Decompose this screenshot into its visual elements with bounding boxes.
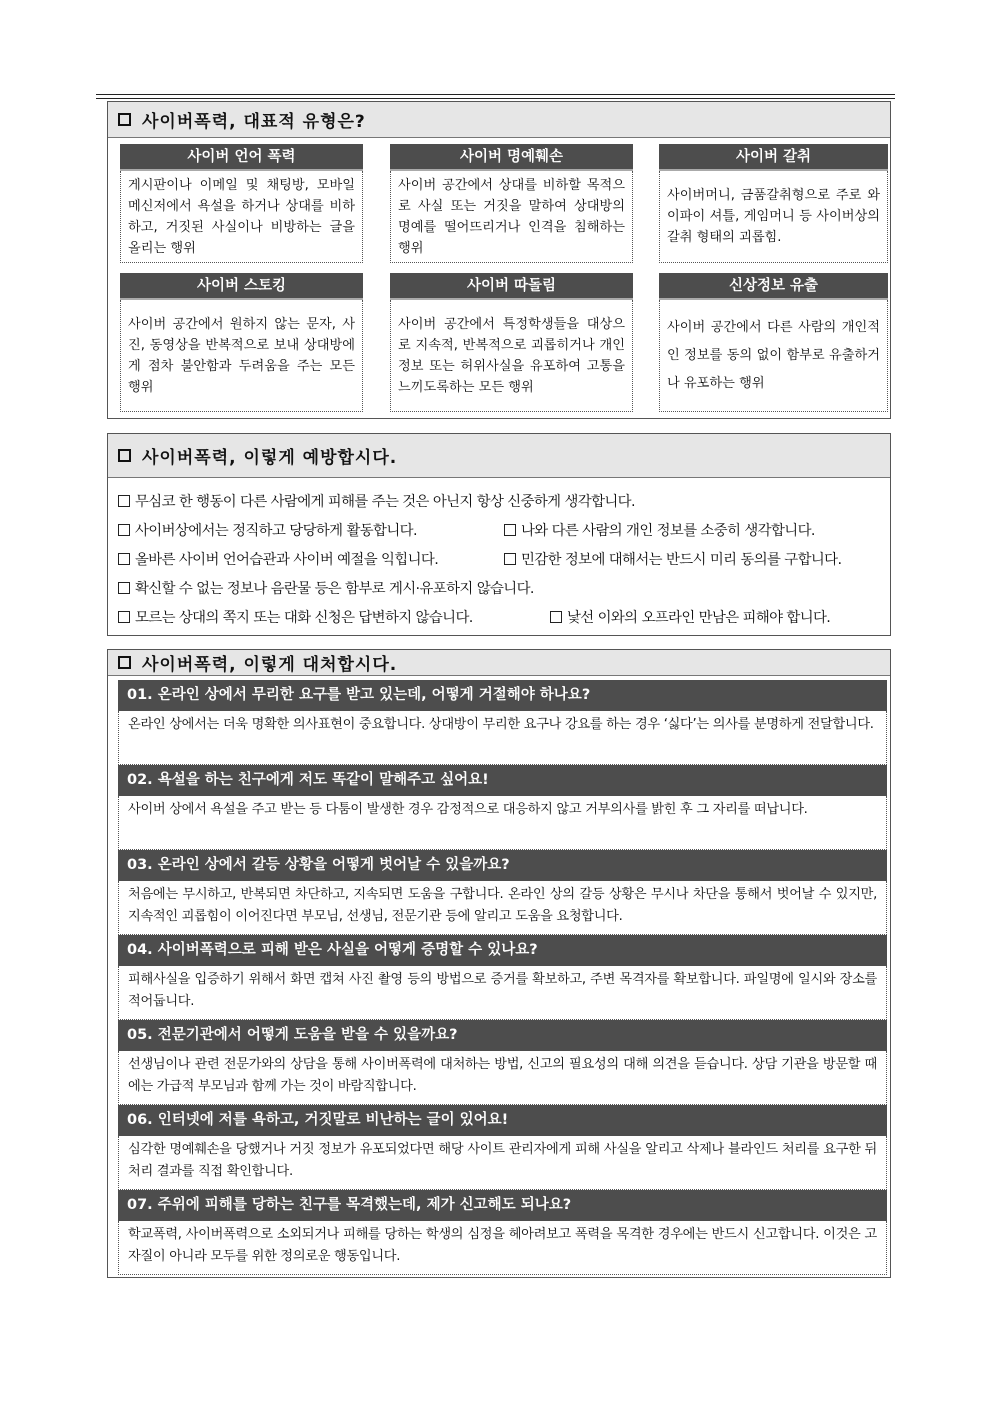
prevention-item: 나와 다른 사람의 개인 정보를 소중히 생각합니다.: [521, 523, 815, 539]
type-card-body: 사이버 공간에서 상대를 비하할 목적으로 사실 또는 거짓을 말하여 상대방의 명예를 떨어뜨리거나 인격을 침해하는 행위: [390, 171, 633, 263]
qa-question: 04. 사이버폭력으로 피해 받은 사실을 어떻게 증명할 수 있나요?: [118, 935, 887, 966]
type-card-title: 신상정보 유출: [659, 273, 888, 300]
checkbox-square-icon: [550, 611, 562, 623]
prevention-item: 확신할 수 없는 정보나 음란물 등은 함부로 게시·유포하지 않습니다.: [135, 581, 534, 597]
response-section-header: [108, 650, 890, 676]
top-rule: [96, 94, 895, 95]
type-card-verbal: [120, 144, 363, 263]
qa-answer: 피해사실을 입증하기 위해서 화면 캡쳐 사진 촬영 등의 방법으로 증거를 확보하고, 주변 목격자를 확보합니다. 파일명에 일시와 장소를 적어둡니다.: [118, 966, 887, 1020]
type-card-defamation: [390, 144, 633, 263]
type-card-title: 사이버 따돌림: [390, 273, 633, 300]
qa-question: 07. 주위에 피해를 당하는 친구를 목격했는데, 제가 신고해도 되나요?: [118, 1190, 887, 1221]
prevention-item: 사이버상에서는 정직하고 당당하게 활동합니다.: [135, 523, 417, 539]
prevention-item: 무심코 한 행동이 다른 사람에게 피해를 주는 것은 아닌지 항상 신중하게 생각합니다.: [135, 494, 635, 510]
prevention-item: 낯선 이와의 오프라인 만남은 피해야 합니다.: [567, 610, 831, 626]
checkbox-square-icon: [118, 524, 130, 536]
type-card-ostracism: [390, 273, 633, 412]
prevention-section-title: 사이버폭력, 이렇게 예방합시다.: [142, 448, 398, 468]
prevention-list: [118, 486, 883, 631]
prevention-item: 민감한 정보에 대해서는 반드시 미리 동의를 구합니다.: [521, 552, 842, 568]
prevention-item: 모르는 상대의 쪽지 또는 대화 신청은 답변하지 않습니다.: [135, 610, 473, 626]
type-card-body: 사이버 공간에서 다른 사람의 개인적인 정보를 동의 없이 함부로 유출하거나 유포하는 행위: [659, 300, 888, 412]
type-card-title: 사이버 명예훼손: [390, 144, 633, 171]
checkbox-square-icon: [118, 656, 131, 669]
prevention-section-header: [108, 434, 890, 478]
qa-question: 06. 인터넷에 저를 욕하고, 거짓말로 비난하는 글이 있어요!: [118, 1105, 887, 1136]
prevention-row: [118, 515, 883, 544]
type-card-body: 게시판이나 이메일 및 채팅방, 모바일 메신저에서 욕설을 하거나 상대를 비하하고, 거짓된 사실이나 비방하는 글을 올리는 행위: [120, 171, 363, 263]
checkbox-square-icon: [118, 495, 130, 507]
qa-item-04: [118, 935, 887, 1020]
prevention-row: [118, 486, 883, 515]
prevention-item: 올바른 사이버 언어습관과 사이버 예절을 익힙니다.: [135, 552, 439, 568]
qa-answer: 사이버 상에서 욕설을 주고 받는 등 다툼이 발생한 경우 감정적으로 대응하지 않고 거부의사를 밝힌 후 그 자리를 떠납니다.: [118, 796, 887, 850]
prevention-row: [118, 544, 883, 573]
type-card-personal-info-leak: [659, 273, 888, 412]
type-card-extortion: [659, 144, 888, 263]
prevention-row: [118, 573, 883, 602]
type-card-title: 사이버 언어 폭력: [120, 144, 363, 171]
checkbox-square-icon: [118, 582, 130, 594]
type-card-title: 사이버 스토킹: [120, 273, 363, 300]
type-card-title: 사이버 갈취: [659, 144, 888, 171]
qa-item-02: [118, 765, 887, 850]
type-card-stalking: [120, 273, 363, 412]
checkbox-square-icon: [118, 449, 131, 462]
type-card-body: 사이버 공간에서 원하지 않는 문자, 사진, 동영상을 반복적으로 보내 상대방에게 점차 불안함과 두려움을 주는 모든 행위: [120, 300, 363, 412]
types-section-header: [108, 102, 890, 138]
top-rule-thin: [96, 98, 895, 99]
qa-answer: 온라인 상에서는 더욱 명확한 의사표현이 중요합니다. 상대방이 무리한 요구나 강요를 하는 경우 ‘싫다’는 의사를 분명하게 전달합니다.: [118, 711, 887, 765]
response-section: [107, 649, 891, 1278]
checkbox-square-icon: [118, 553, 130, 565]
checkbox-square-icon: [504, 524, 516, 536]
checkbox-square-icon: [118, 113, 131, 126]
qa-item-06: [118, 1105, 887, 1190]
prevention-row: [118, 602, 883, 631]
qa-answer: 학교폭력, 사이버폭력으로 소외되거나 피해를 당하는 학생의 심정을 헤아려보고 폭력을 목격한 경우에는 반드시 신고합니다. 이것은 고자질이 아니라 모두를 위한 정의로운 행동입니다.: [118, 1221, 887, 1275]
checkbox-square-icon: [118, 611, 130, 623]
prevention-section: [107, 433, 891, 636]
qa-item-01: [118, 680, 887, 765]
types-section-title: 사이버폭력, 대표적 유형은?: [142, 112, 366, 132]
qa-answer: 심각한 명예훼손을 당했거나 거짓 정보가 유포되었다면 해당 사이트 관리자에게 피해 사실을 알리고 삭제나 블라인드 처리를 요구한 뒤 처리 결과를 직접 확인합니다.: [118, 1136, 887, 1190]
response-section-title: 사이버폭력, 이렇게 대처합시다.: [142, 655, 398, 675]
qa-answer: 처음에는 무시하고, 반복되면 차단하고, 지속되면 도움을 구합니다. 온라인 상의 갈등 상황은 무시나 차단을 통해서 벗어날 수 있지만, 지속적인 괴롭힘이 이어진다면 부모님, 선생님, 전문기관 등에 알리고 도움을 요청합니다.: [118, 881, 887, 935]
qa-answer: 선생님이나 관련 전문가와의 상담을 통해 사이버폭력에 대처하는 방법, 신고의 필요성의 대해 의견을 듣습니다. 상담 기관을 방문할 때에는 가급적 부모님과 함께 가는 것이 바람직합니다.: [118, 1051, 887, 1105]
qa-question: 01. 온라인 상에서 무리한 요구를 받고 있는데, 어떻게 거절해야 하나요?: [118, 680, 887, 711]
qa-item-03: [118, 850, 887, 935]
qa-item-05: [118, 1020, 887, 1105]
type-card-body: 사이버 공간에서 특정학생들을 대상으로 지속적, 반복적으로 괴롭히거나 개인 정보 또는 허위사실을 유포하여 고통을 느끼도록하는 모든 행위: [390, 300, 633, 412]
qa-question: 03. 온라인 상에서 갈등 상황을 어떻게 벗어날 수 있을까요?: [118, 850, 887, 881]
qa-item-07: [118, 1190, 887, 1275]
types-section: [107, 101, 891, 419]
qa-question: 05. 전문기관에서 어떻게 도움을 받을 수 있을까요?: [118, 1020, 887, 1051]
qa-question: 02. 욕설을 하는 친구에게 저도 똑같이 말해주고 싶어요!: [118, 765, 887, 796]
checkbox-square-icon: [504, 553, 516, 565]
type-card-body: 사이버머니, 금품갈취형으로 주로 와이파이 셔틀, 게임머니 등 사이버상의 갈취 형태의 괴롭힘.: [659, 171, 888, 263]
